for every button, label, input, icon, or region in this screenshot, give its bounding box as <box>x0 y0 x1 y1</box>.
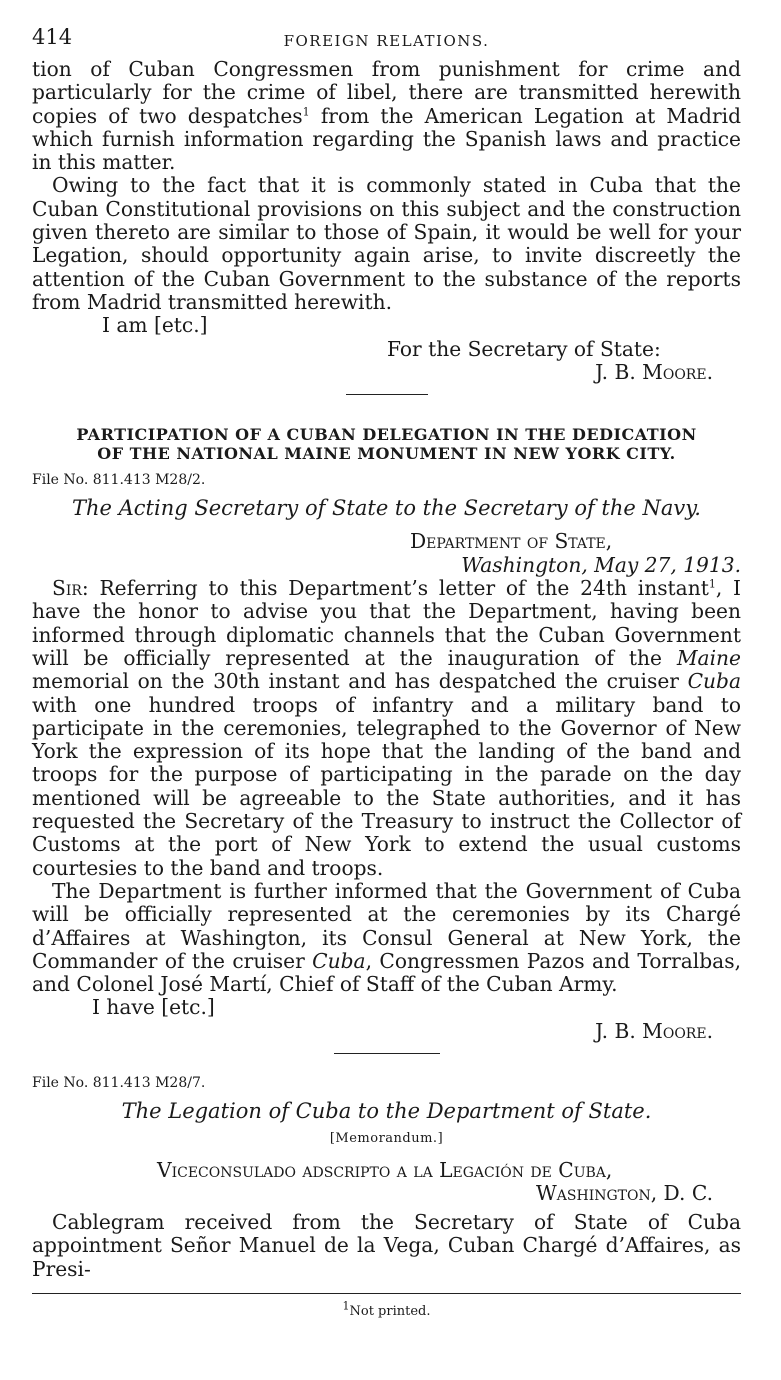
running-head <box>32 26 741 58</box>
letter-paragraph-2 <box>32 880 741 996</box>
intro-closing: I am [etc.] <box>102 313 208 338</box>
footnote <box>32 1300 741 1323</box>
intro-paragraph-2: Owing to the fact that it is commonly stated in Cuba that the Cuban Constitutional provisions on this subject and the construction given thereto are similar to those of Spain, it would be well for your Legation, should opportunity again arise, to invite discreetly the attention of the Cuban Government to the substance of the reports from Madrid transmitted herewith. <box>32 173 741 314</box>
page-number: 414 <box>32 25 73 49</box>
file-number-2: File No. 811.413 M28/7. <box>32 1074 206 1091</box>
signature-for-line: For the Secretary of State: <box>387 336 661 361</box>
ship-name-cuba: Cuba <box>687 669 741 694</box>
ship-name-maine: Maine <box>676 645 741 670</box>
letter-closing: I have [etc.] <box>92 995 215 1020</box>
intro-signature-block <box>32 338 741 361</box>
dateline-2-place: Washington, D. C. <box>536 1180 713 1205</box>
footnote-ref: 1 <box>708 577 716 591</box>
intro-paragraph-1-text: tion of Cuban Congressmen from punishment for crime and particularly for the crime of libel, there are transmitted herewith copies of two despatches <box>32 57 741 128</box>
letter2-text-b: , Congressmen Pazos and Torralbas, and Colonel José Martí, Chief of Staff of the Cuban Army. <box>32 948 741 997</box>
footnote-text: Not printed. <box>349 1304 431 1320</box>
dateline <box>32 530 741 577</box>
ship-name-cuba: Cuba <box>312 948 366 973</box>
document-title: The Acting Secretary of State to the Secretary of the Navy. <box>72 496 701 521</box>
intro-paragraph-1 <box>32 58 741 174</box>
letter-text-a: Referring to this Department’s letter of the 24th instant <box>88 576 709 601</box>
footnote-ref: 1 <box>302 104 310 118</box>
memorandum-paragraph: Cablegram received from the Secretary of State of Cuba appointment Señor Manuel de la Vega, Cuban Chargé d’Affaires, as Presi- <box>32 1210 741 1281</box>
document-title-2: The Legation of Cuba to the Department of State. <box>121 1098 652 1123</box>
intro-signature: J. B. Moore. <box>595 359 713 384</box>
letter-text-d: with one hundred troops of infantry and a military band to participate in the ceremonies, telegraphed to the Governor of New York the expression of its hope that the landing of the band and troops for the purpose of participating in the parade on the day mentioned will be agreeable to the State authorities, and it has requested the Secretary of the Treasury to instruct the Collector of Customs at the port of New York to extend the usual customs courtesies to the band and troops. <box>32 692 741 880</box>
running-title: FOREIGN RELATIONS. <box>283 32 490 50</box>
dateline-2 <box>32 1159 741 1206</box>
section-heading <box>32 425 741 463</box>
letter-paragraph-1 <box>32 577 741 880</box>
section-heading-line-2: OF THE NATIONAL MAINE MONUMENT IN NEW YORK CITY. <box>97 444 676 464</box>
letter-text-b: , I have the honor to advise you that the Department, having been informed through diplomatic channels that the Cuban Government will be officially represented at the inauguration of the <box>32 576 742 670</box>
letter-text-c: memorial on the 30th instant and has despatched the cruiser <box>32 669 688 694</box>
intro-paragraph-1-cont: from the American Legation at Madrid which furnish information regarding the Spanish laws and practice in this matter. <box>32 103 741 175</box>
dateline-date: Washington, May 27, 1913. <box>461 552 741 577</box>
salutation: Sir: <box>52 576 89 601</box>
file-number: File No. 811.413 M28/2. <box>32 472 206 489</box>
footnote-marker: 1 <box>342 1299 350 1313</box>
memorandum-tag: [Memorandum.] <box>329 1131 444 1147</box>
dateline-department: Department of State, <box>410 529 613 554</box>
section-heading-line-1: PARTICIPATION OF A CUBAN DELEGATION IN THE DEDICATION <box>76 425 697 445</box>
letter2-text-a: The Department is further informed that the Government of Cuba will be officially represented at the ceremonies by its Chargé d’Affaires at Washington, its Consul General at New York, the Commander of the cruiser <box>32 878 741 973</box>
dateline-2-office: Viceconsulado adscripto a la Legación de Cuba, <box>157 1157 613 1182</box>
letter-signature: J. B. Moore. <box>595 1018 713 1043</box>
